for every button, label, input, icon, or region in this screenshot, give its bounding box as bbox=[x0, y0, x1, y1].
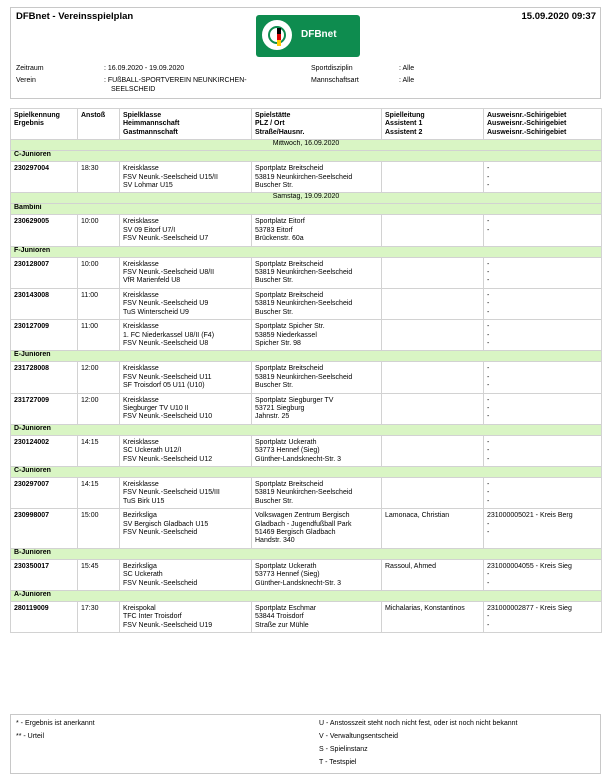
match-venue-line: Sportplatz Breitscheid bbox=[255, 165, 324, 173]
match-venue bbox=[252, 477, 382, 508]
referee-ids bbox=[484, 602, 602, 633]
match-venue-line: Sportplatz Uckerath bbox=[255, 562, 317, 570]
match-teams-line: Kreisklasse bbox=[123, 438, 159, 446]
match-venue-line: Straße zur Mühle bbox=[255, 621, 309, 629]
match-venue-line: 51469 Bergisch Gladbach bbox=[255, 529, 336, 536]
match-teams-line: Kreisklasse bbox=[123, 260, 159, 268]
match-row bbox=[11, 477, 602, 508]
match-venue bbox=[252, 509, 382, 549]
header-panel bbox=[10, 7, 601, 99]
kickoff-time: 15:45 bbox=[78, 559, 120, 590]
zeitraum-value: : 16.09.2020 - 19.09.2020 bbox=[104, 65, 185, 72]
age-group-label: E-Junioren bbox=[11, 351, 602, 362]
match-venue-line: 53773 Hennef (Sieg) bbox=[255, 571, 320, 579]
legend-item: * - Ergebnis ist anerkannt bbox=[16, 720, 95, 727]
match-teams-line: Kreisklasse bbox=[123, 165, 159, 173]
match-teams-line: TFC Inter Troisdorf bbox=[123, 613, 182, 621]
referee-ids bbox=[484, 477, 602, 508]
match-referees bbox=[382, 215, 484, 246]
legend-item: U - Anstosszeit steht noch nicht fest, oder ist noch nicht bekannt bbox=[319, 720, 518, 727]
column-header-label: Assistent 2 bbox=[385, 128, 423, 136]
match-venue-line: 53819 Neunkirchen-Seelscheid bbox=[255, 300, 353, 308]
date-label: Mittwoch, 16.09.2020 bbox=[11, 140, 602, 151]
match-referees bbox=[382, 320, 484, 351]
match-referees bbox=[382, 257, 484, 288]
match-row bbox=[11, 393, 602, 424]
match-venue-line: Günther-Landsknecht-Str. 3 bbox=[255, 455, 341, 463]
dfb-emblem-icon bbox=[260, 18, 294, 52]
match-id: 230297004 bbox=[11, 162, 78, 193]
legend-item: S - Spielinstanz bbox=[319, 746, 368, 753]
table-header bbox=[11, 109, 602, 140]
referee-ids-line: - bbox=[487, 480, 490, 488]
kickoff-time: 12:00 bbox=[78, 362, 120, 393]
referee-ids-line: - bbox=[487, 308, 490, 316]
match-teams bbox=[120, 162, 252, 193]
match-id: 280119009 bbox=[11, 602, 78, 633]
match-teams-line: TuS Winterscheid U9 bbox=[123, 308, 189, 316]
age-group-row bbox=[11, 548, 602, 559]
match-venue bbox=[252, 215, 382, 246]
column-header-label: Spielklasse bbox=[123, 112, 162, 119]
match-venue bbox=[252, 362, 382, 393]
match-venue-line: Buscher Str. bbox=[255, 277, 294, 285]
match-row bbox=[11, 320, 602, 351]
column-header-label: Anstoß bbox=[81, 112, 106, 119]
kickoff-time: 11:00 bbox=[78, 288, 120, 319]
logo-text: DFBnet bbox=[301, 29, 337, 40]
referee-ids-line: - bbox=[487, 382, 490, 390]
match-teams-line: 1. FC Niederkassel U8/II (F4) bbox=[123, 331, 215, 339]
match-id: 230297007 bbox=[11, 477, 78, 508]
mannschaftsart-label: Mannschaftsart bbox=[311, 77, 359, 84]
referee-ids-line: - bbox=[487, 529, 490, 536]
column-header-label: Ausweisnr.-Schirigebiet bbox=[487, 112, 567, 119]
referee-ids-line: - bbox=[487, 339, 490, 347]
match-teams-line: Bezirksliga bbox=[123, 512, 157, 520]
match-venue-line: 53773 Hennef (Sieg) bbox=[255, 447, 320, 455]
age-group-label: F-Junioren bbox=[11, 246, 602, 257]
match-venue-line: 53819 Neunkirchen-Seelscheid bbox=[255, 269, 353, 277]
column-header-label: Assistent 1 bbox=[385, 120, 423, 128]
date-row bbox=[11, 193, 602, 204]
match-row bbox=[11, 162, 602, 193]
match-referees bbox=[382, 362, 484, 393]
referee-ids-line: 231000005021 - Kreis Berg bbox=[487, 512, 573, 520]
match-referees bbox=[382, 162, 484, 193]
match-teams-line: FSV Neunk.-Seelscheid U8/II bbox=[123, 269, 215, 277]
match-teams-line: FSV Neunk.-Seelscheid U10 bbox=[123, 413, 213, 421]
column-header-label: Spielkennung bbox=[14, 112, 60, 119]
match-teams bbox=[120, 602, 252, 633]
match-teams-line: SC Uckerath U12/I bbox=[123, 447, 182, 455]
kickoff-time: 18:30 bbox=[78, 162, 120, 193]
match-teams-line: FSV Neunk.-Seelscheid bbox=[123, 579, 198, 587]
match-row bbox=[11, 288, 602, 319]
age-group-label: A-Junioren bbox=[11, 591, 602, 602]
match-venue-line: Volkswagen Zentrum Bergisch bbox=[255, 512, 350, 520]
match-referees bbox=[382, 288, 484, 319]
match-venue-line: Sportplatz Eitorf bbox=[255, 218, 305, 226]
match-row bbox=[11, 435, 602, 466]
verein-label: Verein bbox=[16, 77, 36, 84]
match-teams-line: FSV Neunk.-Seelscheid U7 bbox=[123, 235, 209, 243]
match-id: 231727009 bbox=[11, 393, 78, 424]
column-header-label: Heimmannschaft bbox=[123, 120, 180, 128]
referee-ids-line: - bbox=[487, 260, 490, 268]
kickoff-time: 14:15 bbox=[78, 435, 120, 466]
match-venue-line: 53819 Neunkirchen-Seelscheid bbox=[255, 173, 353, 181]
match-teams-line: FSV Neunk.-Seelscheid U19 bbox=[123, 621, 213, 629]
referee-ids bbox=[484, 559, 602, 590]
match-teams-line: Kreisklasse bbox=[123, 323, 159, 331]
referee-ids-line: - bbox=[487, 300, 490, 308]
referee-ids-line: - bbox=[487, 489, 490, 497]
referee-ids-line: - bbox=[487, 447, 490, 455]
match-venue-line: Buscher Str. bbox=[255, 497, 294, 505]
match-row bbox=[11, 559, 602, 590]
match-id: 230124002 bbox=[11, 435, 78, 466]
match-venue-line: Jahnstr. 25 bbox=[255, 413, 290, 421]
match-teams bbox=[120, 435, 252, 466]
match-referees-line: Lamonaca, Christian bbox=[385, 512, 450, 520]
match-teams-line: FSV Neunk.-Seelscheid U11 bbox=[123, 373, 212, 381]
match-referees-line: Michalarias, Konstantinos bbox=[385, 605, 465, 613]
match-teams-line: Kreisklasse bbox=[123, 480, 159, 488]
column-header-label: Gastmannschaft bbox=[123, 128, 178, 136]
kickoff-time: 17:30 bbox=[78, 602, 120, 633]
verein-value-1: : FUßBALL-SPORTVEREIN NEUNKIRCHEN- bbox=[104, 77, 247, 84]
age-group-label: B-Junioren bbox=[11, 548, 602, 559]
match-teams-line: FSV Neunk.-Seelscheid U15/II bbox=[123, 173, 218, 181]
match-row bbox=[11, 509, 602, 549]
legend-panel bbox=[10, 714, 601, 774]
referee-ids-line: - bbox=[487, 331, 490, 339]
age-group-row bbox=[11, 204, 602, 215]
match-teams-line: Kreisklasse bbox=[123, 365, 159, 373]
match-teams-line: Kreisklasse bbox=[123, 396, 159, 404]
match-teams-line: Kreisklasse bbox=[123, 218, 159, 226]
match-venue-line: Spicher Str. 98 bbox=[255, 339, 301, 347]
match-venue bbox=[252, 320, 382, 351]
referee-ids-line: - bbox=[487, 413, 490, 421]
referee-ids bbox=[484, 162, 602, 193]
match-teams-line: FSV Neunk.-Seelscheid U12 bbox=[123, 455, 213, 463]
match-id: 230127009 bbox=[11, 320, 78, 351]
match-venue-line: Sportplatz Uckerath bbox=[255, 438, 317, 446]
match-venue-line: Gladbach - Jugendfußball Park bbox=[255, 520, 352, 528]
referee-ids bbox=[484, 509, 602, 549]
referee-ids-line: - bbox=[487, 218, 490, 226]
match-venue-line: 53721 Siegburg bbox=[255, 404, 305, 412]
mannschaftsart-value: : Alle bbox=[399, 77, 415, 84]
referee-ids bbox=[484, 288, 602, 319]
match-id: 230128007 bbox=[11, 257, 78, 288]
match-referees bbox=[382, 477, 484, 508]
referee-ids-line: - bbox=[487, 182, 490, 190]
match-teams-line: Kreisklasse bbox=[123, 291, 159, 299]
column-header bbox=[120, 109, 252, 140]
column-header-label: Straße/Hausnr. bbox=[255, 128, 305, 136]
referee-ids-line: - bbox=[487, 520, 490, 528]
match-teams bbox=[120, 320, 252, 351]
referee-ids-line: 231000002877 - Kreis Sieg bbox=[487, 605, 572, 613]
referee-ids bbox=[484, 435, 602, 466]
kickoff-time: 11:00 bbox=[78, 320, 120, 351]
match-row bbox=[11, 215, 602, 246]
match-venue bbox=[252, 162, 382, 193]
match-referees bbox=[382, 509, 484, 549]
kickoff-time: 10:00 bbox=[78, 215, 120, 246]
match-referees-line: Rassoul, Ahmed bbox=[385, 562, 436, 570]
referee-ids bbox=[484, 215, 602, 246]
age-group-row bbox=[11, 591, 602, 602]
match-venue-line: Buscher Str. bbox=[255, 308, 294, 316]
match-venue-line: 53859 Niederkassel bbox=[255, 331, 317, 339]
kickoff-time: 10:00 bbox=[78, 257, 120, 288]
match-venue bbox=[252, 393, 382, 424]
column-header-label: Spielstätte bbox=[255, 112, 291, 119]
column-header-label: Ausweisnr.-Schirigebiet bbox=[487, 120, 567, 128]
match-teams bbox=[120, 288, 252, 319]
column-header bbox=[78, 109, 120, 140]
column-header bbox=[11, 109, 78, 140]
column-header-label: Spielleitung bbox=[385, 112, 425, 119]
zeitraum-label: Zeitraum bbox=[16, 65, 44, 72]
match-teams bbox=[120, 477, 252, 508]
age-group-row bbox=[11, 246, 602, 257]
table-body bbox=[11, 140, 602, 633]
match-venue-line: Sportplatz Siegburger TV bbox=[255, 396, 334, 404]
referee-ids-line: - bbox=[487, 404, 490, 412]
referee-ids-line: - bbox=[487, 323, 490, 331]
match-teams-line: Kreispokal bbox=[123, 605, 156, 613]
match-teams bbox=[120, 257, 252, 288]
page-title: DFBnet - Vereinsspielplan bbox=[16, 11, 134, 22]
match-teams-line: TuS Birk U15 bbox=[123, 497, 165, 505]
age-group-label: C-Junioren bbox=[11, 466, 602, 477]
match-venue bbox=[252, 559, 382, 590]
match-venue bbox=[252, 257, 382, 288]
match-teams-line: FSV Neunk.-Seelscheid bbox=[123, 529, 198, 536]
verein-value-2: SEELSCHEID bbox=[111, 86, 156, 93]
sportdisziplin-label: Sportdisziplin bbox=[311, 65, 353, 72]
dfbnet-logo bbox=[256, 15, 360, 57]
referee-ids-line: - bbox=[487, 579, 490, 587]
referee-ids-line: - bbox=[487, 291, 490, 299]
age-group-label: Bambini bbox=[11, 204, 602, 215]
match-venue bbox=[252, 288, 382, 319]
column-header-label: Ergebnis bbox=[14, 120, 44, 128]
match-row bbox=[11, 602, 602, 633]
referee-ids bbox=[484, 362, 602, 393]
column-header bbox=[382, 109, 484, 140]
match-venue-line: Sportplatz Eschmar bbox=[255, 605, 317, 613]
match-teams-line: SC Uckerath bbox=[123, 571, 163, 579]
match-teams-line: Siegburger TV U10 II bbox=[123, 404, 189, 412]
match-id: 230998007 bbox=[11, 509, 78, 549]
match-teams-line: FSV Neunk.-Seelscheid U9 bbox=[123, 300, 209, 308]
referee-ids-line: - bbox=[487, 621, 490, 629]
match-teams-line: FSV Neunk.-Seelscheid U15/III bbox=[123, 489, 220, 497]
schedule-table bbox=[10, 108, 602, 633]
kickoff-time: 12:00 bbox=[78, 393, 120, 424]
match-referees bbox=[382, 602, 484, 633]
age-group-row bbox=[11, 351, 602, 362]
match-teams bbox=[120, 215, 252, 246]
referee-ids-line: 231000004055 - Kreis Sieg bbox=[487, 562, 572, 570]
match-teams bbox=[120, 393, 252, 424]
referee-ids-line: - bbox=[487, 438, 490, 446]
referee-ids-line: - bbox=[487, 571, 490, 579]
match-teams bbox=[120, 559, 252, 590]
match-venue-line: Sportplatz Breitscheid bbox=[255, 291, 324, 299]
age-group-label: D-Junioren bbox=[11, 424, 602, 435]
column-header bbox=[252, 109, 382, 140]
match-referees bbox=[382, 559, 484, 590]
match-venue bbox=[252, 602, 382, 633]
match-venue-line: Sportplatz Breitscheid bbox=[255, 260, 324, 268]
match-teams-line: Bezirksliga bbox=[123, 562, 157, 570]
match-referees bbox=[382, 393, 484, 424]
referee-ids-line: - bbox=[487, 455, 490, 463]
kickoff-time: 14:15 bbox=[78, 477, 120, 508]
legend-item: ** - Urteil bbox=[16, 733, 45, 740]
match-teams-line: SF Troisdorf 05 U11 (U10) bbox=[123, 382, 205, 390]
referee-ids-line: - bbox=[487, 365, 490, 373]
referee-ids-line: - bbox=[487, 497, 490, 505]
legend-item: V - Verwaltungsentscheid bbox=[319, 733, 398, 740]
referee-ids-line: - bbox=[487, 165, 490, 173]
column-header-label: Ausweisnr.-Schirigebiet bbox=[487, 128, 567, 136]
kickoff-time: 15:00 bbox=[78, 509, 120, 549]
match-teams-line: SV 09 Eitorf U7/I bbox=[123, 226, 176, 234]
referee-ids-line: - bbox=[487, 277, 490, 285]
match-venue-line: Brückenstr. 60a bbox=[255, 235, 304, 243]
match-teams bbox=[120, 509, 252, 549]
match-venue-line: Buscher Str. bbox=[255, 382, 294, 390]
sportdisziplin-value: : Alle bbox=[399, 65, 415, 72]
match-teams-line: FSV Neunk.-Seelscheid U8 bbox=[123, 339, 209, 347]
match-venue-line: Sportplatz Spicher Str. bbox=[255, 323, 325, 331]
referee-ids bbox=[484, 320, 602, 351]
match-id: 230350017 bbox=[11, 559, 78, 590]
match-row bbox=[11, 257, 602, 288]
age-group-row bbox=[11, 151, 602, 162]
match-venue-line: 53819 Neunkirchen-Seelscheid bbox=[255, 489, 353, 497]
match-teams-line: VfR Marienfeld U8 bbox=[123, 277, 181, 285]
match-id: 230629005 bbox=[11, 215, 78, 246]
match-venue-line: Buscher Str. bbox=[255, 182, 294, 190]
print-datetime: 15.09.2020 09:37 bbox=[521, 11, 596, 22]
match-teams-line: SV Bergisch Gladbach U15 bbox=[123, 520, 209, 528]
referee-ids bbox=[484, 393, 602, 424]
match-venue-line: Günther-Landsknecht-Str. 3 bbox=[255, 579, 341, 587]
match-venue bbox=[252, 435, 382, 466]
date-row bbox=[11, 140, 602, 151]
age-group-row bbox=[11, 466, 602, 477]
referee-ids-line: - bbox=[487, 613, 490, 621]
column-header-label: PLZ / Ort bbox=[255, 120, 285, 128]
referee-ids-line: - bbox=[487, 373, 490, 381]
referee-ids-line: - bbox=[487, 396, 490, 404]
match-venue-line: Sportplatz Breitscheid bbox=[255, 365, 324, 373]
referee-ids-line: - bbox=[487, 269, 490, 277]
referee-ids bbox=[484, 257, 602, 288]
referee-ids-line: - bbox=[487, 226, 490, 234]
match-id: 230143008 bbox=[11, 288, 78, 319]
match-teams bbox=[120, 362, 252, 393]
match-referees bbox=[382, 435, 484, 466]
age-group-label: C-Junioren bbox=[11, 151, 602, 162]
referee-ids-line: - bbox=[487, 173, 490, 181]
match-venue-line: 53844 Troisdorf bbox=[255, 613, 304, 621]
match-id: 231728008 bbox=[11, 362, 78, 393]
legend-item: T - Testspiel bbox=[319, 759, 357, 766]
match-teams-line: SV Lohmar U15 bbox=[123, 182, 173, 190]
match-venue-line: Handstr. 340 bbox=[255, 537, 295, 545]
match-venue-line: 53783 Eitorf bbox=[255, 226, 293, 234]
match-venue-line: 53819 Neunkirchen-Seelscheid bbox=[255, 373, 353, 381]
column-header bbox=[484, 109, 602, 140]
date-label: Samstag, 19.09.2020 bbox=[11, 193, 602, 204]
age-group-row bbox=[11, 424, 602, 435]
match-row bbox=[11, 362, 602, 393]
match-venue-line: Sportplatz Breitscheid bbox=[255, 480, 324, 488]
